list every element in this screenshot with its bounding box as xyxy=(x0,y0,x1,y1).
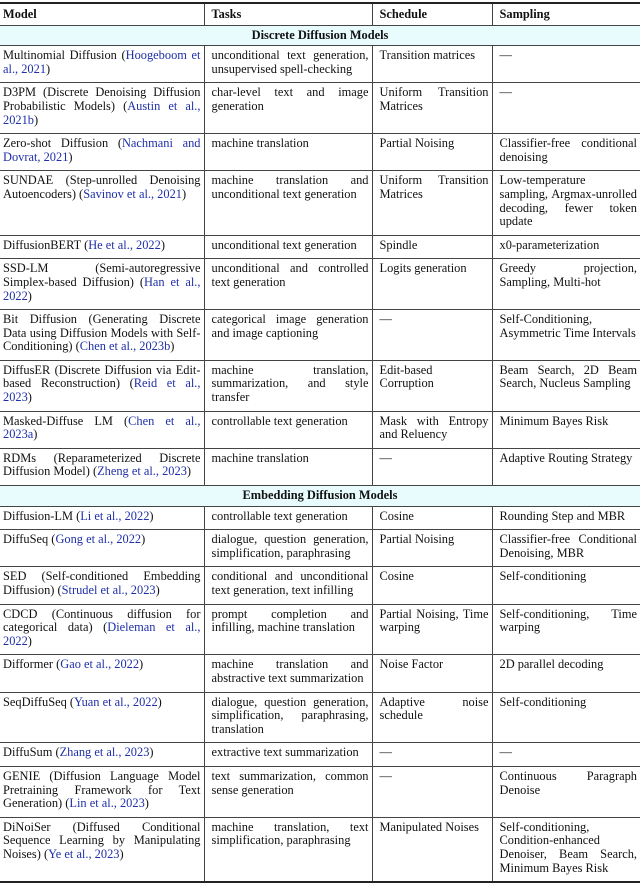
table-row xyxy=(0,259,640,310)
model-cell: SSD-LM (Semi-autoregressive Simplex-based Diffusion) (Han et al., 2022) xyxy=(0,259,204,310)
model-name: DiffusionBERT xyxy=(3,237,81,252)
model-name: CDCD (Continuous diffusion for categorical data) xyxy=(3,606,201,635)
model-cell: DiffuSeq (Gong et al., 2022) xyxy=(0,530,204,567)
table-row xyxy=(0,235,640,259)
sampling-cell: Classifier-free Conditional Denoising, MBR xyxy=(492,530,640,567)
table-row xyxy=(0,692,640,743)
citation-link[interactable]: Ye et al., 2023 xyxy=(48,846,120,861)
model-cell: DiffusER (Discrete Diffusion via Edit-based Reconstruction) (Reid et al., 2023) xyxy=(0,360,204,411)
model-name: SUNDAE (Step-unrolled Denoising Autoencoders) xyxy=(3,173,201,201)
model-cell: DiffusionBERT (He et al., 2022) xyxy=(0,235,204,259)
model-cell: Bit Diffusion (Generating Discrete Data using Diffusion Models with Self-Conditioning) (Chen et al., 2023b) xyxy=(0,310,204,361)
table-row xyxy=(0,743,640,767)
model-cell: DiffuSum (Zhang et al., 2023) xyxy=(0,743,204,767)
table-row xyxy=(0,310,640,361)
table-row xyxy=(0,530,640,567)
sampling-cell: Minimum Bayes Risk xyxy=(492,411,640,448)
tasks-cell: char-level text and image generation xyxy=(204,83,372,134)
schedule-cell: Transition matrices xyxy=(372,46,492,83)
model-cell: SUNDAE (Step-unrolled Denoising Autoencoders) (Savinov et al., 2021) xyxy=(0,171,204,235)
model-cell: CDCD (Continuous diffusion for categorical data) (Dieleman et al., 2022) xyxy=(0,604,204,655)
schedule-cell: Uniform Transition Matrices xyxy=(372,171,492,235)
tasks-cell: machine translation and unconditional text generation xyxy=(204,171,372,235)
table-row xyxy=(0,411,640,448)
model-name: DiffuSum xyxy=(3,745,53,760)
model-cell: DiNoiSer (Diffused Conditional Sequence Learning by Manipulating Noises) (Ye et al., 2023) xyxy=(0,817,204,882)
header-tasks: Tasks xyxy=(204,3,372,25)
sampling-cell: Self-conditioning xyxy=(492,692,640,743)
model-cell: Masked-Diffuse LM (Chen et al., 2023a) xyxy=(0,411,204,448)
model-name: GENIE (Diffusion Language Model Pretraining Framework for Text Generation) xyxy=(3,768,201,811)
citation-link[interactable]: Zheng et al., 2023 xyxy=(97,464,187,479)
citation-link[interactable]: Chen et al., 2023b xyxy=(79,339,171,354)
tasks-cell: controllable text generation xyxy=(204,411,372,448)
schedule-cell: Cosine xyxy=(372,567,492,604)
model-name: Diffusion-LM xyxy=(3,508,73,523)
citation-link[interactable]: Savinov et al., 2021 xyxy=(83,186,182,201)
schedule-cell: Adaptive noise schedule xyxy=(372,692,492,743)
model-name: RDMs (Reparameterized Discrete Diffusion Model) xyxy=(3,450,201,479)
citation-link[interactable]: Nachmani and Dovrat, 2021 xyxy=(3,136,201,164)
model-cell: D3PM (Discrete Denoising Diffusion Probabilistic Models) (Austin et al., 2021b) xyxy=(0,83,204,134)
schedule-cell: Partial Noising, Time warping xyxy=(372,604,492,655)
tasks-cell: prompt completion and infilling, machine translation xyxy=(204,604,372,655)
header-sampling: Sampling xyxy=(492,3,640,25)
sampling-cell: Greedy projection, Sampling, Multi-hot xyxy=(492,259,640,310)
model-name: SeqDiffuSeq xyxy=(3,694,67,709)
schedule-cell: Uniform Transition Matrices xyxy=(372,83,492,134)
tasks-cell: dialogue, question generation, simplification, paraphrasing xyxy=(204,530,372,567)
sampling-cell: Self-conditioning xyxy=(492,567,640,604)
citation-link[interactable]: Gong et al., 2022 xyxy=(55,532,142,547)
model-cell: Diffusion-LM (Li et al., 2022) xyxy=(0,506,204,530)
schedule-cell: Cosine xyxy=(372,506,492,530)
model-cell: RDMs (Reparameterized Discrete Diffusion Model) (Zheng et al., 2023) xyxy=(0,448,204,485)
schedule-cell: Partial Noising xyxy=(372,134,492,171)
citation-link[interactable]: He et al., 2022 xyxy=(88,237,161,252)
tasks-cell: machine translation and abstractive text summarization xyxy=(204,655,372,692)
table-row xyxy=(0,83,640,134)
model-name: Zero-shot Diffusion xyxy=(3,136,109,151)
schedule-cell: Partial Noising xyxy=(372,530,492,567)
citation-link[interactable]: Hoogeboom et al., 2021 xyxy=(3,48,201,76)
citation-link[interactable]: Yuan et al., 2022 xyxy=(74,694,158,709)
tasks-cell: categorical image generation and image captioning xyxy=(204,310,372,361)
sampling-cell: — xyxy=(492,83,640,134)
sampling-cell: Low-temperature sampling, Argmax-unrolled decoding, fewer token update xyxy=(492,171,640,235)
section-title: Discrete Diffusion Models xyxy=(0,25,640,46)
model-name: Multinomial Diffusion xyxy=(3,48,117,63)
table-row xyxy=(0,655,640,692)
schedule-cell: Logits generation xyxy=(372,259,492,310)
table-row xyxy=(0,766,640,817)
sampling-cell: Self-conditioning, Condition-enhanced Denoiser, Beam Search, Minimum Bayes Risk xyxy=(492,817,640,882)
citation-link[interactable]: Gao et al., 2022 xyxy=(60,657,140,672)
citation-link[interactable]: Reid et al., 2023 xyxy=(3,376,201,405)
sampling-cell: Classifier-free conditional denoising xyxy=(492,134,640,171)
table-row xyxy=(0,46,640,83)
tasks-cell: dialogue, question generation, simplification, paraphrasing, translation xyxy=(204,692,372,743)
tasks-cell: machine translation, summarization, and style transfer xyxy=(204,360,372,411)
schedule-cell: — xyxy=(372,310,492,361)
citation-link[interactable]: Li et al., 2022 xyxy=(80,508,150,523)
table-row xyxy=(0,817,640,882)
citation-link[interactable]: Dieleman et al., 2022 xyxy=(3,620,201,648)
schedule-cell: Mask with Entropy and Reluency xyxy=(372,411,492,448)
section-header-row xyxy=(0,486,640,507)
model-cell: SeqDiffuSeq (Yuan et al., 2022) xyxy=(0,692,204,743)
model-cell: Difformer (Gao et al., 2022) xyxy=(0,655,204,692)
tasks-cell: controllable text generation xyxy=(204,506,372,530)
model-name: Masked-Diffuse LM xyxy=(3,413,113,428)
sampling-cell: Beam Search, 2D Beam Search, Nucleus Sampling xyxy=(492,360,640,411)
header-row xyxy=(0,3,640,25)
sampling-cell: Continuous Paragraph Denoise xyxy=(492,766,640,817)
table-row xyxy=(0,506,640,530)
model-name: SED (Self-conditioned Embedding Diffusion) xyxy=(3,569,201,597)
table-row xyxy=(0,171,640,235)
sampling-cell: Adaptive Routing Strategy xyxy=(492,448,640,485)
citation-link[interactable]: Austin et al., 2021b xyxy=(3,98,201,127)
model-cell: Multinomial Diffusion (Hoogeboom et al., 2021) xyxy=(0,46,204,83)
section-title: Embedding Diffusion Models xyxy=(0,486,640,507)
sampling-cell: — xyxy=(492,743,640,767)
tasks-cell: unconditional text generation, unsupervised spell-checking xyxy=(204,46,372,83)
tasks-cell: text summarization, common sense generation xyxy=(204,766,372,817)
table-row xyxy=(0,604,640,655)
model-cell: SED (Self-conditioned Embedding Diffusion) (Strudel et al., 2023) xyxy=(0,567,204,604)
tasks-cell: machine translation, text simplification, paraphrasing xyxy=(204,817,372,882)
schedule-cell: — xyxy=(372,766,492,817)
model-name: Difformer xyxy=(3,657,54,672)
table-row xyxy=(0,134,640,171)
citation-link[interactable]: Chen et al., 2023a xyxy=(3,413,201,442)
sampling-cell: Rounding Step and MBR xyxy=(492,506,640,530)
schedule-cell: — xyxy=(372,448,492,485)
tasks-cell: machine translation xyxy=(204,448,372,485)
table-row xyxy=(0,360,640,411)
section-header-row xyxy=(0,25,640,46)
schedule-cell: Edit-based Corruption xyxy=(372,360,492,411)
schedule-cell: Noise Factor xyxy=(372,655,492,692)
sampling-cell: Self-conditioning, Time warping xyxy=(492,604,640,655)
sampling-cell: x0-parameterization xyxy=(492,235,640,259)
citation-link[interactable]: Lin et al., 2023 xyxy=(69,796,145,811)
citation-link[interactable]: Strudel et al., 2023 xyxy=(61,583,156,597)
tasks-cell: conditional and unconditional text generation, text infilling xyxy=(204,567,372,604)
model-name: SSD-LM (Semi-autoregressive Simplex-based Diffusion) xyxy=(3,261,201,289)
citation-link[interactable]: Zhang et al., 2023 xyxy=(59,745,150,760)
sampling-cell: Self-Conditioning, Asymmetric Time Intervals xyxy=(492,310,640,361)
sampling-cell: — xyxy=(492,46,640,83)
schedule-cell: — xyxy=(372,743,492,767)
tasks-cell: extractive text summarization xyxy=(204,743,372,767)
diffusion-models-table xyxy=(0,2,640,883)
tasks-cell: unconditional text generation xyxy=(204,235,372,259)
model-name: Bit Diffusion (Generating Discrete Data using Diffusion Models with Self-Conditioning) xyxy=(3,312,201,354)
header-schedule: Schedule xyxy=(372,3,492,25)
header-model: Model xyxy=(0,3,204,25)
tasks-cell: unconditional and controlled text generation xyxy=(204,259,372,310)
table-row xyxy=(0,567,640,604)
model-cell: Zero-shot Diffusion (Nachmani and Dovrat, 2021) xyxy=(0,134,204,171)
schedule-cell: Manipulated Noises xyxy=(372,817,492,882)
citation-link[interactable]: Han et al., 2022 xyxy=(3,274,201,303)
model-name: DiffusER (Discrete Diffusion via Edit-based Reconstruction) xyxy=(3,362,201,391)
schedule-cell: Spindle xyxy=(372,235,492,259)
tasks-cell: machine translation xyxy=(204,134,372,171)
sampling-cell: 2D parallel decoding xyxy=(492,655,640,692)
model-name: DiNoiSer (Diffused Conditional Sequence Learning by Manipulating Noises) xyxy=(3,819,201,861)
table-row xyxy=(0,448,640,485)
model-name: DiffuSeq xyxy=(3,532,49,547)
model-name: D3PM (Discrete Denoising Diffusion Probabilistic Models) xyxy=(3,85,201,113)
model-cell: GENIE (Diffusion Language Model Pretraining Framework for Text Generation) (Lin et al., 2023) xyxy=(0,766,204,817)
